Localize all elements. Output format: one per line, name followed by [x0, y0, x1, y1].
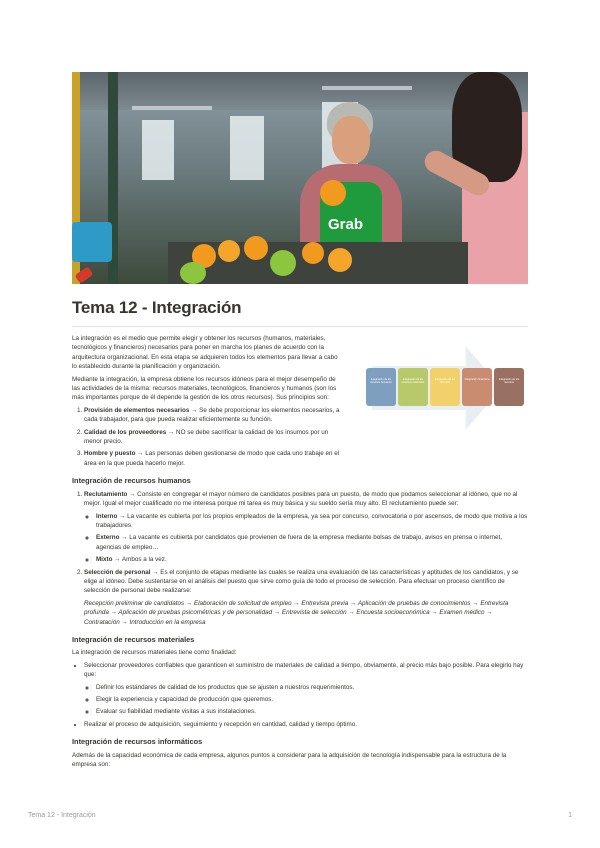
tipo-term: Externo — [96, 534, 120, 542]
list-item — [84, 568, 528, 627]
ceiling-light — [132, 106, 212, 110]
process-step-3: Integración de los recursos — [430, 368, 460, 406]
process-step-5: Integración de los recursos — [494, 368, 524, 406]
principle-text: → Se debe proporcionar los elementos necesarios, a cada trabajador, para que pueda realizar eficientemente su función. — [84, 406, 340, 424]
list-item — [84, 406, 342, 425]
held-orange — [320, 180, 346, 206]
page-number: 1 — [568, 812, 572, 819]
list-item — [84, 449, 342, 468]
reclutamiento-types — [84, 512, 528, 565]
list-item — [84, 428, 342, 447]
list-item — [96, 555, 528, 564]
informaticos-intro: Además de la capacidad económica de cada empresa, algunos puntos a considerar para la adquisición de tecnología indispensable para la estructura de la empresa son: — [72, 751, 507, 769]
tipo-term: Mixto — [96, 556, 113, 564]
vendor-face — [332, 116, 370, 164]
principle-term: Calidad de los proveedores — [84, 428, 167, 436]
tipo-text: → La vacante es cubierta por los propios empleados de la empresa, ya sea por concurso, convocatoria o por ascensos, de modo que motiva a los trabajadores. — [96, 512, 528, 529]
principle-text: → Las personas deben gestionarse de modo que cada uno trabaje en el área en la que pueda hacerlo mejor. — [84, 450, 340, 467]
process-step-2: Integración de los recursos materiales — [398, 368, 428, 406]
principles-list — [72, 406, 342, 468]
materiales-item-text: Seleccionar proveedores confiables que garanticen el suministro de materiales de calidad a tiempo, obviamente, al precio más bajo posible. Para elegirlo hay que: — [84, 661, 524, 679]
section-heading-informaticos: Integración de recursos informáticos — [72, 737, 203, 747]
orange — [244, 236, 268, 260]
intro-paragraph-1: La integración es el medio que permite elegir y obtener los recursos (humanos, materiales, tecnológicos y financieros) necesarios para poner en marcha los planes de acuerdo con la arquitectura organizacional. En esta etapa se adquieren todos los elementos para llevar a cabo lo establecido durante la planificación y organización. — [72, 335, 338, 371]
principle-term: Provisión de elementos necesarios — [84, 406, 190, 414]
page-content — [72, 334, 528, 772]
list-item: ◦ Evaluar su fiabilidad mediante visitas a sus instalaciones. — [96, 707, 528, 716]
principle-term: Hombre y puesto — [84, 450, 136, 458]
process-step-1: Integración de los recursos humanos — [366, 368, 396, 406]
footer-title: Tema 12 - Integración — [28, 812, 96, 819]
intro-paragraph-2: Mediante la integración, la empresa obtiene los recursos idóneos para el mejor desempeño de las actividades de la misma: recursos materiales, tecnológicos, financieros y humanos (son los más importantes porque de él depende la gestión de los otros recursos). Sus principios son: — [72, 375, 337, 402]
seleccion-steps: Recepción preliminar de candidatos → Elaboración de solicitud de empleo → Entrevista previa → Aplicación de pruebas de conocimientos → Entrevista profunda → Aplicación de pruebas psicométricas y de personalidad → Entrevista de selección → Encuesta socioeconómica → Examen médico → Contratación → Introducción en la empresa — [84, 599, 509, 626]
list-item: • Realizar el proceso de adquisición, seguimiento y recepción en cantidad, calidad y tiempo óptimo. — [84, 720, 528, 729]
process-step-4: Integración financiera — [462, 368, 492, 406]
materiales-intro: La integración de recursos materiales tiene como finalidad: — [72, 649, 237, 657]
list-item: ◦ Definir los estándares de calidad de los productos que se ajusten a nuestros requerimientos. — [96, 683, 528, 692]
window — [230, 116, 264, 180]
reclutamiento-term: Reclutamiento — [84, 490, 128, 498]
tipo-term: Interno — [96, 512, 118, 520]
window — [142, 120, 174, 180]
reclutamiento-text: → Consiste en congregar el mayor número de candidatos posibles para un puesto, de modo que podamos seleccionar al idóneo, que no al mejor. Igual el mejor cualificado no me interesa porque mi tarea es muy básica y su sueldo sería muy alto. El reclutamiento puede ser: — [84, 490, 518, 508]
list-item — [96, 533, 528, 552]
lime — [180, 262, 206, 284]
tipo-text: → Ambos a la vez. — [112, 556, 167, 564]
ceiling-light — [322, 86, 412, 90]
list-item — [84, 490, 528, 565]
page-title: Tema 12 - Integración — [72, 298, 242, 317]
orange — [302, 242, 324, 264]
materiales-sublist — [84, 683, 528, 717]
lime — [270, 250, 296, 276]
seleccion-text: → Es el conjunto de etapas mediante las cuales se realiza una evaluación de las características y aptitudes de los candidatos, y se elige al idóneo. Debe sustentarse en el análisis del puesto que sirve como guía de todo el proceso de selección. Para efectuar un proceso científico de selección de personal debe realizarse: — [84, 568, 519, 595]
section-heading-humanos: Integración de recursos humanos — [72, 476, 191, 486]
tipo-text: → La vacante es cubierta por candidatos que provienen de fuera de la empresa mediante bolsas de trabajo, avisos en prensa o internet, agencias de empleo… — [96, 534, 503, 551]
list-item: ◦ Elegir la experiencia y capacidad de producción que queremos. — [96, 695, 528, 704]
section-heading-materiales: Integración de recursos materiales — [72, 634, 195, 644]
orange — [328, 248, 352, 272]
list-item — [96, 512, 528, 531]
humanos-list — [72, 490, 528, 627]
orange — [218, 240, 240, 262]
title-divider — [72, 326, 528, 327]
cover-image — [72, 72, 528, 284]
apron-logo: Grab — [328, 216, 364, 233]
list-item — [84, 661, 528, 717]
blue-crate — [72, 222, 112, 262]
seleccion-term: Selección de personal — [84, 568, 151, 576]
materiales-list — [72, 661, 528, 729]
principle-text: → NO se debe sacrificar la calidad de los insumos por un menor precio. — [84, 428, 329, 446]
